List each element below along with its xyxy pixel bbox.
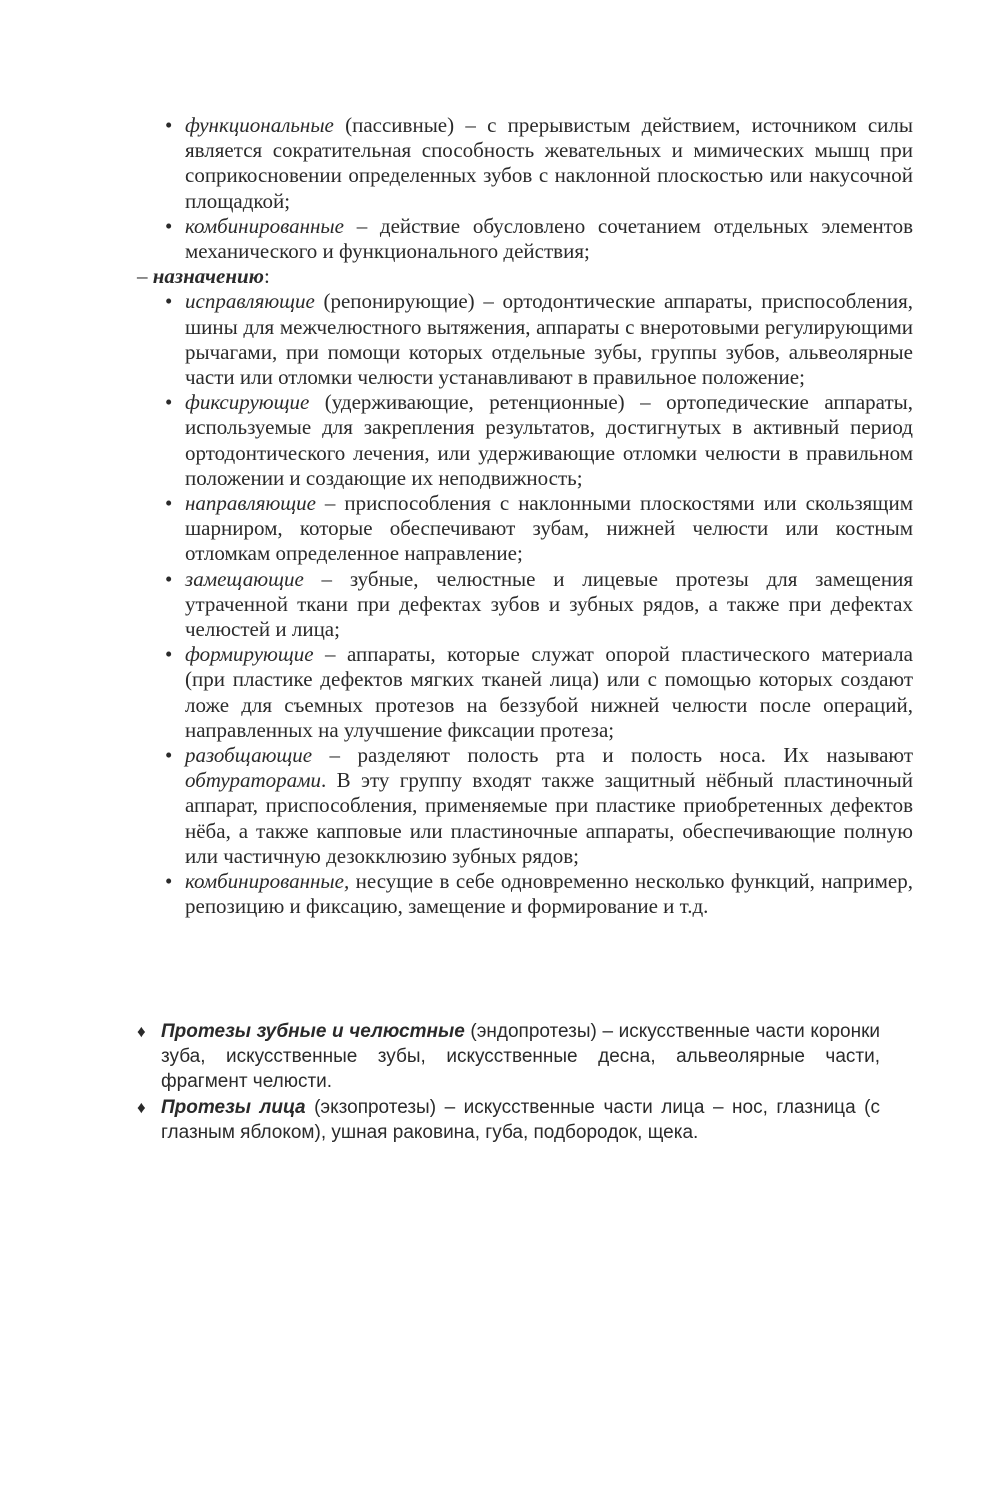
definition: (пассивные) – с прерывистым действием, источником силы является сократительная способность жевательных и мимических мышц при соприкосновении определенных зубов с наклонной плоскостью или накусочной площадкой; bbox=[185, 113, 913, 213]
bullet-marker: • bbox=[165, 566, 173, 591]
term: замещающие bbox=[185, 566, 304, 591]
definition-part-1: – разделяют полость рта и полость носа. Их называют bbox=[312, 743, 913, 768]
list-item-functional bbox=[0, 113, 1000, 214]
term: комбинированные, bbox=[185, 869, 350, 894]
list-item-combined-a bbox=[0, 214, 1000, 264]
bullet-marker: • bbox=[165, 642, 173, 667]
list-item-separating bbox=[0, 743, 1000, 869]
list-item-face-prostheses bbox=[0, 1095, 1000, 1145]
list-item-correcting bbox=[0, 289, 1000, 390]
section-functional bbox=[0, 113, 1000, 920]
bullet-marker: • bbox=[165, 743, 173, 768]
list-item-guiding bbox=[0, 491, 1000, 567]
definition-part-2: . В эту группу входят также защитный нёбный пластиночный аппарат, приспособления, применяемые при пластике приобретенных дефектов нёба, а также капповые или пластиночные аппараты, обеспечивающие полную или частичную дезокклюзию зубных рядов; bbox=[185, 768, 913, 868]
list-item-dental-prostheses bbox=[0, 1019, 1000, 1095]
list-item-forming bbox=[0, 642, 1000, 743]
list-item-replacing bbox=[0, 567, 1000, 643]
term: исправляющие bbox=[185, 289, 315, 314]
heading-dash: – bbox=[137, 264, 153, 289]
list-item-fixing bbox=[0, 390, 1000, 491]
term: комбинированные bbox=[185, 213, 344, 238]
heading-term: назначению bbox=[152, 264, 264, 289]
definition: – приспособления с наклонными плоскостями или скользящим шарниром, которые обеспечивают зубам, нижней челюсти или костным отломкам определенное направление; bbox=[185, 491, 913, 566]
definition: – действие обусловлено сочетанием отдельных элементов механического и функционального действия; bbox=[185, 213, 913, 264]
definition: (экзопротезы) – искусственные части лица – нос, глазница (с глазным яблоком), ушная раковина, губа, подбородок, щека. bbox=[161, 1096, 880, 1143]
bullet-marker: • bbox=[165, 213, 173, 238]
bullet-marker: • bbox=[165, 491, 173, 516]
diamond-marker: ♦ bbox=[137, 1097, 146, 1117]
term: фиксирующие bbox=[185, 390, 310, 415]
term: функциональные bbox=[185, 113, 334, 137]
definition: (эндопротезы) – искусственные части коронки зуба, искусственные зубы, искусственные десна, альвеолярные части, фрагмент челюсти. bbox=[161, 1021, 880, 1093]
term: Протезы лица bbox=[161, 1096, 306, 1118]
definition: – зубные, челюстные и лицевые протезы для замещения утраченной ткани при дефектах зубов и зубных рядов, а также при дефектах челюстей и лица; bbox=[185, 566, 913, 642]
heading-purpose bbox=[0, 264, 1000, 289]
bullet-marker: • bbox=[165, 289, 173, 314]
bullet-marker: • bbox=[165, 390, 173, 415]
heading-colon: : bbox=[264, 264, 270, 289]
definition: – аппараты, которые служат опорой пластического материала (при пластике дефектов мягких тканей лица) или с помощью которых создают ложе для съемных протезов на беззубой нижней челюсти после операций, направленных на улучшение фиксации протеза; bbox=[185, 642, 913, 742]
list-item-combined-b bbox=[0, 869, 1000, 919]
term-obturators: обтураторами bbox=[185, 768, 322, 793]
diamond-marker: ♦ bbox=[137, 1022, 146, 1041]
bullet-marker: • bbox=[165, 113, 173, 137]
definition: (удерживающие, ретенционные) – ортопедические аппараты, используемые для закрепления результатов, достигнутых в активный период ортодонтического лечения, или удерживающие отломки челюсти в правильном положении и создающие их неподвижность; bbox=[185, 390, 913, 490]
definition: (репонирующие) – ортодонтические аппараты, приспособления, шины для межчелюстного вытяжения, аппараты с внеротовыми регулирующими рычагами, при помощи которых отдельные зубы, группы зубов, альвеолярные части или отломки челюсти устанавливают в правильное положение; bbox=[185, 289, 913, 390]
section-prostheses bbox=[0, 1019, 1000, 1145]
term: формирующие bbox=[185, 642, 314, 667]
bullet-marker: • bbox=[165, 869, 173, 894]
term: направляющие bbox=[185, 491, 316, 516]
definition: несущие в себе одновременно несколько функций, например, репозицию и фиксацию, замещение и формирование и т.д. bbox=[185, 869, 913, 919]
term: разобщающие bbox=[185, 743, 313, 768]
term: Протезы зубные и челюстные bbox=[161, 1021, 465, 1042]
